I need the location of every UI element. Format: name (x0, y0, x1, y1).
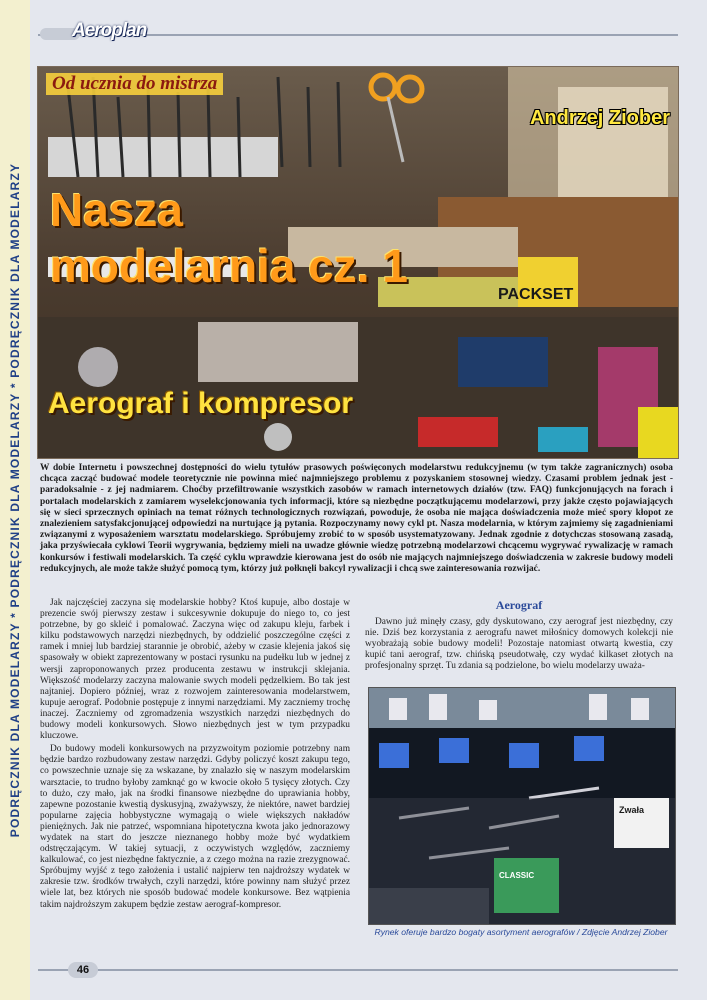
section-heading: Aerograf (495, 598, 543, 612)
article-title-line2: modelarnia cz. 1 (50, 240, 408, 292)
packset-box-label: PACKSET (498, 286, 574, 303)
series-label: Od ucznia do mistrza (46, 73, 223, 95)
article-title-line1: Nasza (50, 184, 183, 236)
hero-photo (37, 66, 679, 459)
author-name: Andrzej Ziober (529, 107, 670, 129)
magazine-logo: Aeroplan (72, 20, 147, 41)
article-title (50, 182, 408, 294)
side-strip-text: PODRĘCZNIK DLA MODELARZY * PODRĘCZNIK DLA MODELARZY * PODRĘCZNIK DLA MODELARZY (8, 162, 22, 838)
body-paragraph: Dawno już minęły czasy, gdy dyskutowano, czy aerograf jest niezbędny, czy nie. Dziś bez korzystania z aerografu nawet miłośnicy domowych kolekcji nie wyobrażają sobie budowy modeli! Pozostaje natomiast otwartą kwestia, czy kupić tani aerograf, tzw. chińską pseudotwałę, czy wydać kilkaset złotych na profesjonalny sprzęt. Tu zdania są podzielone, bo wielu modelarzy uważa- (365, 617, 673, 672)
body-paragraph: Jak najczęściej zaczyna się modelarskie hobby? Ktoś kupuje, albo dostaje w prezencie swój pierwszy zestaw i sukcesywnie dokupuje do niego to, co jest potrzebne, by go skleić i pomalować. Zaczyna więc od zakupu kleju, farbek i kilku podstawowych narzędzi niezbędnych, by oddzielić poszczególne części z ramek i mniej lub bardziej starannie je obrobić, ażeby w czasie klejenia jakoś się spasowały w obiekt zaprezentowany w postaci rysunku na pudełku lub w jednej z wersji zaproponowanych przez producenta zestawu w instrukcji sklejania. Większość modelarzy zaczyna malowanie swych modeli pędzelkiem. Bo tak jest najtaniej. Dopiero później, wraz z rozwojem zainteresowania modelarstwem, kupuje aerograf. Podobnie postępuje z innymi narzędziami. My zaczniemy trochę inaczej. Zaczniemy od zgromadzenia wszystkich narzędzi niezbędnych do budowy modeli konkursowych. Słowo niezbędnych jest w tym przypadku kluczowe. (40, 598, 350, 742)
intro-paragraph: W dobie Internetu i powszechnej dostępności do wielu tytułów prasowych poświęconych modelarstwu redukcyjnemu (w tym także zagranicznych) osoba chcąca zacząć budować modele teoretycznie nie powinna mieć najmniejszego problemu z pozyskaniem stosownej wiedzy. Czasami problem jednak jest - paradoksalnie - z jej nadmiarem. Choćby przefiltrowanie wszystkich zasobów w ramach internetowych działów (tzw. FAQ) funkcjonujących na forach i portalach modelarskich z zamiarem wyselekcjonowania tych informacji, które są niezbędne początkującemu modelarzowi, przy jakże często pojawiających się w sieci sprzecznych opiniach na temat różnych technologicznych rozwiązań, powoduje, że osoba nie mająca doświadczenia może mieć spory kłopot ze znalezieniem satysfakcjonującej odpowiedzi na nurtujące ją pytania. Rozpoczynamy nowy cykl pt. Nasza modelarnia, w którym zajmiemy się zagadnieniami związanymi z wyposażeniem warsztatu modelarskiego. Spróbujemy zrobić to w sposób usystematyzowany. Jednak zgodnie z dotychczas stosowaną zasadą, jaka przyświecała cyklowi Teorii wygrywania, będziemy mieli na uwadze głównie wiedzę potrzebną modelarzowi chcącemu wygrywać rywalizację w ramach konkursów i festiwali modelarskich. Ta część cyklu wprawdzie kierowana jest do osób nie mających najmniejszego doświadczenia w zakresie budowy modeli redukcyjnych, ale może także służyć pomocą tym, którzy już połknęli bakcyl rywalizacji i chcą swe zainteresowania rozwijać. (40, 463, 673, 574)
compressor-box-label: CLASSIC (499, 871, 535, 880)
photo-caption: Rynek oferuje bardzo bogaty asortyment aerografów / Zdjęcie Andrzej Ziober (374, 927, 668, 937)
body-paragraph: Do budowy modeli konkursowych na przyzwoitym poziomie potrzebny nam będzie bardzo rozbudowany zestaw narzędzi. Gdyby policzyć koszt zakupu tego, co powszechnie uznaje się za wskazane, by znalazło się w naszym modelarskim warsztacie, to trudno byłoby zamknąć go w kwocie około 5 tysięcy złotych. Czy to dużo, czy mało, jak na środki finansowe niezbędne do uprawiania hobby, zapewne pozostanie kwestią dyskusyjną, zważywszy, że niektóre, nawet bardziej popularne zajęcia hobbystyczne wymagają o wiele większych nakładów pieniężnych. Jak nie patrzeć, wspomniana hipotetyczna kwota jako jednorazowy wydatek na start do jeszcze nieznanego hobby może być wydatkiem odstręczającym. W takiej sytuacji, z oczywistych względów, zaczniemy kalkulować, co jest niezbędne faktycznie, a z czego można na razie zrezygnować. Spróbujmy wyjść z tego założenia i ustalić najpierw ten najdroższy wydatek w zakresie tzw. środków trwałych, czyli narzędzi, które powinny nam służyć przez wiele lat, bez których nie sposób budować modele konkursowe. Bez wątpienia takim najdroższym zakupem będzie zestaw aerograf-kompresor. (40, 744, 350, 910)
right-column (365, 598, 673, 675)
footer-rule (38, 969, 678, 971)
price-tag-label: Zwała (619, 805, 645, 815)
left-column (40, 598, 350, 913)
article-subtitle: Aerograf i kompresor (48, 387, 354, 420)
airbrush-market-illustration (369, 688, 675, 924)
side-strip (0, 0, 30, 1000)
page-number: 46 (68, 962, 98, 978)
airbrush-market-photo (368, 687, 676, 925)
